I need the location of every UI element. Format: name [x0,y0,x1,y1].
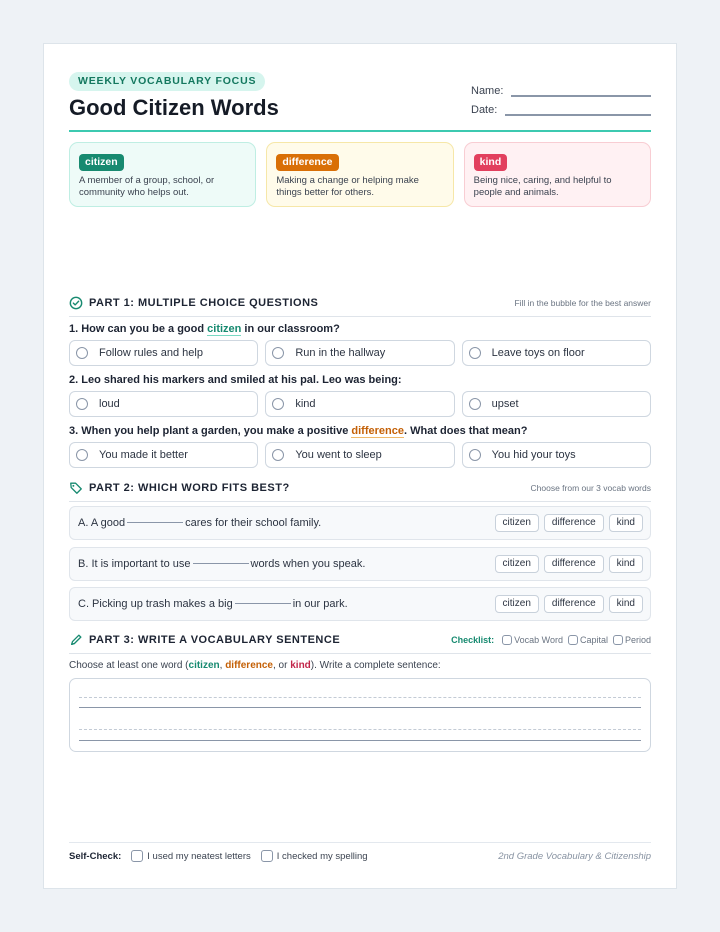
answer-option[interactable] [265,391,454,417]
checkbox-icon[interactable] [613,635,623,645]
name-line [511,87,651,97]
question-text: in our classroom? [241,323,340,335]
answer-option[interactable] [462,391,651,417]
chip-citizen[interactable]: citizen [495,555,539,573]
bubble-icon[interactable] [76,347,88,359]
option-label: You made it better [99,449,188,461]
name-label: Name: [471,85,504,97]
answer-option[interactable] [265,340,454,366]
footer-brand: 2nd Grade Vocabulary & Citizenship [498,850,651,862]
answer-option[interactable] [265,442,454,468]
chip-difference[interactable]: difference [544,514,604,532]
word-chips [495,514,643,532]
writing-box[interactable] [69,678,651,752]
header-divider [69,130,651,132]
part2-note: Choose from our 3 vocab words [530,483,651,493]
midline [79,729,641,730]
vocab-card-citizen [69,142,256,207]
bubble-icon[interactable] [469,398,481,410]
tag-icon [69,481,83,495]
footer-divider [69,842,651,843]
question-2 [69,374,651,386]
check-circle-icon [69,296,83,310]
self-check-item[interactable] [261,850,368,862]
vocab-definition: Being nice, caring, and helpful to people and animals. [473,175,612,198]
question-text: 1. How can you be a good [69,323,208,335]
fill-item-a [69,506,651,540]
date-row[interactable] [471,97,651,116]
instr-text: ). Write a complete sentence: [310,660,441,671]
part2-header [69,481,651,502]
question-3-options [69,442,651,468]
word-chips [495,595,643,613]
option-label: You hid your toys [491,449,576,461]
worksheet-page [43,43,677,889]
part3-header [69,633,651,654]
option-label: Leave toys on floor [491,347,585,359]
bubble-icon[interactable] [272,347,284,359]
fill-item-b [69,547,651,581]
answer-option[interactable] [69,391,258,417]
word-chips [495,555,643,573]
baseline [79,740,641,741]
chip-kind[interactable]: kind [609,514,643,532]
date-line [505,106,651,116]
vocab-word-tag: citizen [79,154,124,171]
vocab-card-kind [464,142,651,207]
checklist-label: Checklist: [451,635,495,645]
midline [79,697,641,698]
fill-text: C. Picking up trash makes a big [78,598,233,610]
option-label: kind [295,398,316,410]
option-label: loud [99,398,120,410]
option-label: Run in the hallway [295,347,386,359]
part3-title: PART 3: WRITE A VOCABULARY SENTENCE [89,634,341,646]
part2-title: PART 2: WHICH WORD FITS BEST? [89,482,290,494]
date-label: Date: [471,104,498,116]
chip-kind[interactable]: kind [609,555,643,573]
self-check-text: I checked my spelling [276,850,368,862]
fill-text: cares for their school family. [185,517,322,529]
baseline [79,707,641,708]
question-text: 2. Leo shared his markers and smiled at his pal. Leo was being: [69,374,402,386]
checklist-item: Period [624,635,651,645]
name-date-box [471,78,651,116]
page-title: Good Citizen Words [69,95,279,120]
option-label: You went to sleep [295,449,382,461]
chip-kind[interactable]: kind [609,595,643,613]
question-1-options [69,340,651,366]
checklist-item: Capital [579,635,608,645]
checkbox-icon[interactable] [568,635,578,645]
vocab-definition: A member of a group, school, or community who helps out. [79,175,215,198]
answer-blank[interactable] [127,522,183,523]
eyebrow-badge: WEEKLY VOCABULARY FOCUS [69,72,265,91]
chip-citizen[interactable]: citizen [495,514,539,532]
option-label: upset [491,398,519,410]
highlight-word: citizen [207,323,242,335]
bubble-icon[interactable] [76,398,88,410]
part1-header [69,296,651,317]
part1-note: Fill in the bubble for the best answer [514,298,651,308]
bubble-icon[interactable] [469,449,481,461]
checkbox-icon[interactable] [502,635,512,645]
answer-option[interactable] [69,442,258,468]
instr-word: difference [225,660,273,671]
vocab-word-tag: difference [276,154,338,171]
checklist [451,635,651,645]
fill-text: words when you speak. [250,558,366,570]
bubble-icon[interactable] [469,347,481,359]
pencil-icon [69,633,83,647]
instr-text: , or [273,660,291,671]
question-2-options [69,391,651,417]
chip-difference[interactable]: difference [544,595,604,613]
fill-item-c [69,587,651,621]
self-check-label: Self-Check: [69,850,122,862]
instr-word: citizen [188,660,220,671]
checkbox-icon[interactable] [261,850,273,862]
answer-option[interactable] [69,340,258,366]
name-row[interactable] [471,78,651,97]
checkbox-icon[interactable] [131,850,143,862]
answer-option[interactable] [462,340,651,366]
question-text: 3. When you help plant a garden, you make a positive [69,425,352,437]
question-text: . What does that mean? [403,425,528,437]
chip-difference[interactable]: difference [544,555,604,573]
fill-text: A. A good [78,517,126,529]
bubble-icon[interactable] [76,449,88,461]
checklist-item: Vocab Word [514,635,563,645]
chip-citizen[interactable]: citizen [495,595,539,613]
self-check-text: I used my neatest letters [147,850,251,862]
instr-text: , [219,660,226,671]
answer-blank[interactable] [235,603,291,604]
instr-word: kind [290,660,311,671]
vocab-word-tag: kind [474,154,508,171]
question-1 [69,323,651,335]
self-check-item[interactable] [131,850,251,862]
fill-text: in our park. [292,598,348,610]
vocab-card-difference [266,142,453,207]
part3-instructions [69,660,441,671]
option-label: Follow rules and help [99,347,203,359]
question-3 [69,425,651,437]
instr-text: Choose at least one word ( [69,660,189,671]
fill-text: B. It is important to use [78,558,191,570]
bubble-icon[interactable] [272,398,284,410]
vocab-cards [69,142,651,207]
answer-option[interactable] [462,442,651,468]
footer [69,850,651,862]
vocab-definition: Making a change or helping make things better for others. [276,175,419,198]
answer-blank[interactable] [193,563,249,564]
bubble-icon[interactable] [272,449,284,461]
part1-title: PART 1: MULTIPLE CHOICE QUESTIONS [89,297,319,309]
highlight-word: difference [351,425,404,437]
